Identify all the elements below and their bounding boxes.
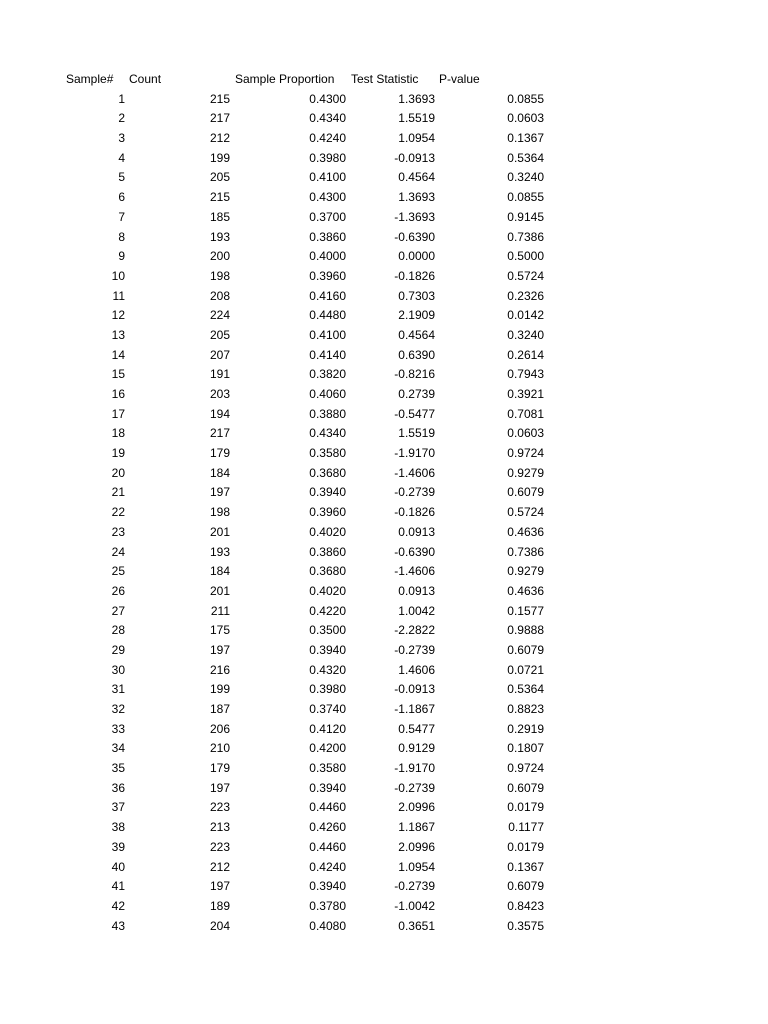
- cell-p-value[interactable]: 0.1177: [508, 820, 544, 835]
- table-row: [0, 424, 768, 444]
- table-row: [0, 247, 768, 267]
- cell-sample-proportion[interactable]: 0.3880: [309, 406, 346, 421]
- cell-p-value[interactable]: 0.0142: [507, 308, 544, 323]
- cell-sample-proportion[interactable]: 0.3580: [309, 446, 346, 461]
- cell-test-statistic[interactable]: 0.4564: [398, 327, 435, 342]
- cell-count[interactable]: 205: [209, 170, 230, 185]
- cell-sample[interactable]: 27: [111, 603, 125, 618]
- table-row: [0, 779, 768, 799]
- cell-test-statistic[interactable]: 0.0913: [398, 524, 435, 539]
- cell-sample[interactable]: 28: [111, 623, 125, 638]
- cell-p-value[interactable]: 0.7386: [507, 544, 544, 559]
- cell-sample[interactable]: 10: [111, 268, 125, 283]
- cell-p-value[interactable]: 0.3240: [507, 170, 544, 185]
- cell-test-statistic[interactable]: 1.3693: [398, 190, 435, 205]
- cell-count[interactable]: 200: [209, 249, 230, 264]
- cell-count[interactable]: 216: [209, 662, 230, 677]
- cell-count[interactable]: 213: [209, 820, 230, 835]
- cell-sample-proportion[interactable]: 0.3940: [309, 642, 346, 657]
- cell-count[interactable]: 224: [209, 308, 230, 323]
- cell-count[interactable]: 217: [209, 111, 230, 126]
- cell-test-statistic[interactable]: -0.2739: [394, 642, 435, 657]
- table-row: [0, 759, 768, 779]
- cell-p-value[interactable]: 0.9888: [507, 623, 544, 638]
- cell-sample-proportion[interactable]: 0.3580: [309, 761, 346, 776]
- table-row: [0, 405, 768, 425]
- table-row: [0, 818, 768, 838]
- cell-test-statistic[interactable]: -0.2739: [394, 485, 435, 500]
- cell-sample[interactable]: 40: [111, 859, 125, 874]
- cell-sample[interactable]: 1: [118, 91, 125, 106]
- table-row: [0, 503, 768, 523]
- cell-sample[interactable]: 16: [111, 387, 125, 401]
- cell-test-statistic[interactable]: -0.1826: [394, 505, 435, 520]
- table-row: [0, 287, 768, 307]
- cell-sample-proportion[interactable]: 0.3960: [309, 268, 346, 283]
- cell-test-statistic[interactable]: 0.2739: [398, 387, 435, 401]
- cell-count[interactable]: 207: [209, 347, 230, 362]
- table-row: [0, 385, 768, 405]
- cell-test-statistic[interactable]: 2.1909: [398, 308, 435, 323]
- cell-count[interactable]: 184: [209, 465, 230, 480]
- cell-sample-proportion[interactable]: 0.3740: [309, 702, 346, 716]
- cell-test-statistic[interactable]: 0.0000: [398, 249, 435, 264]
- cell-p-value[interactable]: 0.0179: [507, 839, 544, 854]
- cell-count[interactable]: 199: [209, 682, 230, 697]
- cell-p-value[interactable]: 0.5724: [507, 505, 544, 520]
- cell-p-value[interactable]: 0.6079: [507, 642, 544, 657]
- cell-p-value[interactable]: 0.5000: [507, 249, 544, 264]
- cell-sample-proportion[interactable]: 0.4120: [309, 721, 346, 736]
- cell-sample[interactable]: 12: [111, 308, 125, 323]
- cell-p-value[interactable]: 0.8823: [507, 702, 544, 716]
- spreadsheet-table: [0, 70, 768, 936]
- cell-sample[interactable]: 20: [111, 465, 125, 480]
- table-row: [0, 641, 768, 661]
- cell-count[interactable]: 193: [209, 229, 230, 244]
- cell-sample-proportion[interactable]: 0.4480: [309, 308, 346, 323]
- cell-sample[interactable]: 43: [111, 918, 125, 933]
- cell-sample[interactable]: 15: [111, 367, 125, 382]
- cell-p-value[interactable]: 0.5364: [507, 150, 544, 165]
- cell-sample[interactable]: 19: [111, 446, 125, 461]
- cell-p-value[interactable]: 0.9279: [507, 465, 544, 480]
- cell-sample-proportion[interactable]: 0.4460: [309, 800, 346, 815]
- cell-sample-proportion[interactable]: 0.3680: [309, 564, 346, 579]
- cell-sample-proportion[interactable]: 0.3960: [309, 505, 346, 520]
- cell-sample-proportion[interactable]: 0.4460: [309, 839, 346, 854]
- cell-count[interactable]: 187: [209, 702, 230, 716]
- table-row: [0, 129, 768, 149]
- cell-sample[interactable]: 22: [111, 505, 125, 520]
- cell-count[interactable]: 197: [209, 642, 230, 657]
- cell-test-statistic[interactable]: 1.5519: [398, 426, 435, 441]
- cell-p-value[interactable]: 0.2919: [507, 721, 544, 736]
- header-count[interactable]: Count: [129, 72, 162, 86]
- cell-test-statistic[interactable]: -0.0913: [394, 150, 435, 165]
- table-row: [0, 90, 768, 110]
- cell-test-statistic[interactable]: 0.7303: [398, 288, 435, 303]
- cell-count[interactable]: 215: [209, 91, 230, 106]
- cell-sample-proportion[interactable]: 0.4020: [309, 524, 346, 539]
- cell-count[interactable]: 215: [209, 190, 230, 205]
- cell-sample-proportion[interactable]: 0.4160: [309, 288, 346, 303]
- cell-p-value[interactable]: 0.9145: [507, 209, 544, 224]
- table-row: [0, 562, 768, 582]
- cell-sample[interactable]: 30: [111, 662, 125, 677]
- cell-test-statistic[interactable]: 1.3693: [398, 91, 435, 106]
- cell-sample-proportion[interactable]: 0.4260: [309, 820, 346, 835]
- cell-p-value[interactable]: 0.6079: [507, 485, 544, 500]
- cell-sample-proportion[interactable]: 0.4320: [309, 662, 346, 677]
- cell-sample-proportion[interactable]: 0.4340: [309, 111, 346, 126]
- cell-p-value[interactable]: 0.1367: [507, 859, 544, 874]
- table-row: [0, 917, 768, 937]
- cell-count[interactable]: 208: [209, 288, 230, 303]
- cell-sample[interactable]: 39: [111, 839, 125, 854]
- cell-test-statistic[interactable]: -0.5477: [394, 406, 435, 421]
- cell-count[interactable]: 223: [209, 839, 230, 854]
- header-sample[interactable]: Sample#: [66, 72, 114, 86]
- cell-test-statistic[interactable]: 1.0042: [398, 603, 435, 618]
- table-row: [0, 798, 768, 818]
- header-p-value[interactable]: P-value: [439, 72, 480, 86]
- cell-count[interactable]: 191: [209, 367, 230, 382]
- cell-test-statistic[interactable]: -0.6390: [394, 544, 435, 559]
- cell-count[interactable]: 203: [209, 387, 230, 401]
- cell-sample[interactable]: 18: [111, 426, 125, 441]
- table-row: [0, 621, 768, 641]
- cell-test-statistic[interactable]: 1.0954: [398, 131, 435, 146]
- cell-test-statistic[interactable]: -1.9170: [394, 446, 435, 461]
- cell-test-statistic[interactable]: -0.8216: [394, 367, 435, 382]
- cell-sample-proportion[interactable]: 0.4220: [309, 603, 346, 618]
- cell-sample-proportion[interactable]: 0.3940: [309, 485, 346, 500]
- cell-sample[interactable]: 29: [111, 642, 125, 657]
- table-row: [0, 188, 768, 208]
- cell-count[interactable]: 198: [209, 505, 230, 520]
- cell-count[interactable]: 217: [209, 426, 230, 441]
- cell-sample-proportion[interactable]: 0.3860: [309, 544, 346, 559]
- cell-sample[interactable]: 37: [111, 800, 125, 815]
- table-row: [0, 444, 768, 464]
- table-row: [0, 326, 768, 346]
- cell-p-value[interactable]: 0.4636: [507, 524, 544, 539]
- cell-count[interactable]: 185: [209, 209, 230, 224]
- table-row: [0, 168, 768, 188]
- cell-count[interactable]: 199: [209, 150, 230, 165]
- cell-test-statistic[interactable]: 1.4606: [398, 662, 435, 677]
- cell-test-statistic[interactable]: 0.3651: [398, 918, 435, 933]
- cell-sample-proportion[interactable]: 0.4200: [309, 741, 346, 756]
- table-row: [0, 228, 768, 248]
- cell-sample-proportion[interactable]: 0.4020: [309, 583, 346, 598]
- cell-sample[interactable]: 9: [118, 249, 125, 264]
- cell-test-statistic[interactable]: 1.0954: [398, 859, 435, 874]
- cell-count[interactable]: 204: [209, 918, 230, 933]
- table-row: [0, 149, 768, 169]
- cell-test-statistic[interactable]: 2.0996: [398, 839, 435, 854]
- cell-sample-proportion[interactable]: 0.3680: [309, 465, 346, 480]
- cell-sample-proportion[interactable]: 0.3780: [309, 898, 346, 913]
- cell-p-value[interactable]: 0.0855: [507, 91, 544, 106]
- table-row: [0, 739, 768, 759]
- cell-p-value[interactable]: 0.7943: [507, 367, 544, 382]
- cell-p-value[interactable]: 0.9724: [507, 761, 544, 776]
- cell-p-value[interactable]: 0.3575: [507, 918, 544, 933]
- cell-count[interactable]: 193: [209, 544, 230, 559]
- cell-test-statistic[interactable]: 0.9129: [398, 741, 435, 756]
- cell-sample[interactable]: 42: [111, 898, 125, 913]
- cell-sample[interactable]: 6: [118, 190, 125, 205]
- cell-test-statistic[interactable]: 0.5477: [398, 721, 435, 736]
- table-row: [0, 680, 768, 700]
- cell-p-value[interactable]: 0.1367: [507, 131, 544, 146]
- cell-count[interactable]: 212: [209, 859, 230, 874]
- table-row: [0, 306, 768, 326]
- cell-test-statistic[interactable]: -1.9170: [394, 761, 435, 776]
- cell-count[interactable]: 212: [209, 131, 230, 146]
- cell-count[interactable]: 175: [209, 623, 230, 638]
- cell-test-statistic[interactable]: -1.0042: [394, 898, 435, 913]
- cell-sample-proportion[interactable]: 0.3940: [309, 879, 346, 894]
- cell-sample[interactable]: 31: [111, 682, 125, 697]
- cell-test-statistic[interactable]: -0.1826: [394, 268, 435, 283]
- cell-test-statistic[interactable]: 0.6390: [398, 347, 435, 362]
- cell-sample-proportion[interactable]: 0.4080: [309, 918, 346, 933]
- cell-count[interactable]: 189: [209, 898, 230, 913]
- cell-p-value[interactable]: 0.0603: [507, 111, 544, 126]
- cell-count[interactable]: 197: [209, 780, 230, 795]
- cell-count[interactable]: 211: [210, 603, 230, 618]
- cell-test-statistic[interactable]: -2.2822: [394, 623, 435, 638]
- cell-count[interactable]: 201: [209, 583, 230, 598]
- cell-sample[interactable]: 36: [111, 780, 125, 795]
- cell-p-value[interactable]: 0.5364: [507, 682, 544, 697]
- table-row: [0, 897, 768, 917]
- table-row: [0, 109, 768, 129]
- cell-p-value[interactable]: 0.3921: [507, 387, 544, 401]
- table-row: [0, 877, 768, 897]
- cell-count[interactable]: 205: [209, 327, 230, 342]
- cell-p-value[interactable]: 0.0855: [507, 190, 544, 205]
- cell-sample-proportion[interactable]: 0.4060: [309, 387, 346, 401]
- cell-sample[interactable]: 24: [111, 544, 125, 559]
- cell-p-value[interactable]: 0.2614: [507, 347, 544, 362]
- cell-test-statistic[interactable]: 1.1867: [398, 820, 435, 835]
- cell-sample-proportion[interactable]: 0.4340: [309, 426, 346, 441]
- cell-count[interactable]: 184: [209, 564, 230, 579]
- cell-sample-proportion[interactable]: 0.3860: [309, 229, 346, 244]
- cell-sample-proportion[interactable]: 0.3820: [309, 367, 346, 382]
- cell-sample[interactable]: 8: [118, 229, 125, 244]
- cell-sample[interactable]: 5: [118, 170, 125, 185]
- cell-sample-proportion[interactable]: 0.4100: [309, 327, 346, 342]
- table-row: [0, 858, 768, 878]
- cell-test-statistic[interactable]: 0.0913: [398, 583, 435, 598]
- header-test-statistic[interactable]: Test Statistic: [351, 72, 419, 86]
- table-row: [0, 523, 768, 543]
- cell-sample[interactable]: 21: [111, 485, 125, 500]
- cell-p-value[interactable]: 0.1807: [507, 741, 544, 756]
- cell-p-value[interactable]: 0.9279: [507, 564, 544, 579]
- cell-test-statistic[interactable]: 2.0996: [398, 800, 435, 815]
- cell-p-value[interactable]: 0.4636: [507, 583, 544, 598]
- cell-sample[interactable]: 38: [111, 820, 125, 835]
- cell-sample[interactable]: 3: [118, 131, 125, 146]
- table-row: [0, 543, 768, 563]
- cell-test-statistic[interactable]: -1.3693: [394, 209, 435, 224]
- table-row: [0, 700, 768, 720]
- cell-sample-proportion[interactable]: 0.4300: [309, 190, 346, 205]
- cell-p-value[interactable]: 0.1577: [507, 603, 544, 618]
- cell-sample[interactable]: 14: [111, 347, 125, 362]
- cell-sample-proportion[interactable]: 0.3700: [309, 209, 346, 224]
- cell-count[interactable]: 179: [209, 446, 230, 461]
- table-row: [0, 661, 768, 681]
- cell-p-value[interactable]: 0.7386: [507, 229, 544, 244]
- table-row: [0, 602, 768, 622]
- cell-sample[interactable]: 26: [111, 583, 125, 598]
- table-row: [0, 464, 768, 484]
- cell-test-statistic[interactable]: 1.5519: [398, 111, 435, 126]
- table-row: [0, 483, 768, 503]
- cell-p-value[interactable]: 0.8423: [507, 898, 544, 913]
- cell-p-value[interactable]: 0.0721: [507, 662, 544, 677]
- cell-sample[interactable]: 11: [112, 288, 125, 303]
- cell-sample[interactable]: 25: [111, 564, 125, 579]
- cell-test-statistic[interactable]: -0.2739: [394, 879, 435, 894]
- cell-test-statistic[interactable]: -0.2739: [394, 780, 435, 795]
- table-row: [0, 838, 768, 858]
- cell-count[interactable]: 201: [209, 524, 230, 539]
- cell-count[interactable]: 210: [209, 741, 230, 756]
- table-body: [0, 90, 768, 937]
- header-sample-proportion[interactable]: Sample Proportion: [235, 72, 335, 86]
- cell-p-value[interactable]: 0.2326: [507, 288, 544, 303]
- cell-p-value[interactable]: 0.6079: [507, 879, 544, 894]
- cell-test-statistic[interactable]: -0.6390: [394, 229, 435, 244]
- cell-test-statistic[interactable]: -1.1867: [394, 702, 435, 716]
- cell-test-statistic[interactable]: -1.4606: [394, 564, 435, 579]
- cell-sample[interactable]: 34: [111, 741, 125, 756]
- cell-sample[interactable]: 7: [118, 209, 125, 224]
- cell-sample-proportion[interactable]: 0.3980: [309, 682, 346, 697]
- cell-count[interactable]: 198: [209, 268, 230, 283]
- cell-sample-proportion[interactable]: 0.4300: [309, 91, 346, 106]
- cell-count[interactable]: 223: [209, 800, 230, 815]
- cell-p-value[interactable]: 0.9724: [507, 446, 544, 461]
- table-row: [0, 365, 768, 385]
- cell-sample[interactable]: 32: [111, 702, 125, 716]
- table-row: [0, 582, 768, 602]
- cell-p-value[interactable]: 0.5724: [507, 268, 544, 283]
- cell-sample[interactable]: 33: [111, 721, 125, 736]
- cell-sample-proportion[interactable]: 0.4100: [309, 170, 346, 185]
- cell-sample[interactable]: 2: [118, 111, 125, 126]
- cell-sample-proportion[interactable]: 0.3980: [309, 150, 346, 165]
- cell-p-value[interactable]: 0.6079: [507, 780, 544, 795]
- cell-sample-proportion[interactable]: 0.3940: [309, 780, 346, 795]
- cell-p-value[interactable]: 0.0179: [507, 800, 544, 815]
- table-row: [0, 720, 768, 740]
- cell-test-statistic[interactable]: -0.0913: [394, 682, 435, 697]
- table-row: [0, 346, 768, 366]
- cell-count[interactable]: 206: [209, 721, 230, 736]
- cell-p-value[interactable]: 0.7081: [507, 406, 544, 421]
- cell-sample-proportion[interactable]: 0.4240: [309, 859, 346, 874]
- cell-sample[interactable]: 41: [111, 879, 125, 894]
- cell-test-statistic[interactable]: 0.4564: [398, 170, 435, 185]
- cell-sample[interactable]: 13: [111, 327, 125, 342]
- cell-count[interactable]: 197: [209, 879, 230, 894]
- cell-p-value[interactable]: 0.0603: [507, 426, 544, 441]
- table-row: [0, 208, 768, 228]
- cell-sample-proportion[interactable]: 0.3500: [309, 623, 346, 638]
- cell-count[interactable]: 194: [209, 406, 230, 421]
- cell-p-value[interactable]: 0.3240: [507, 327, 544, 342]
- cell-count[interactable]: 197: [209, 485, 230, 500]
- table-row: [0, 267, 768, 287]
- cell-test-statistic[interactable]: -1.4606: [394, 465, 435, 480]
- cell-sample-proportion[interactable]: 0.4000: [309, 249, 346, 264]
- cell-sample[interactable]: 17: [111, 406, 125, 421]
- cell-sample-proportion[interactable]: 0.4240: [309, 131, 346, 146]
- header-row: [0, 70, 768, 90]
- cell-sample[interactable]: 35: [111, 761, 125, 776]
- cell-count[interactable]: 179: [209, 761, 230, 776]
- cell-sample-proportion[interactable]: 0.4140: [309, 347, 346, 362]
- cell-sample[interactable]: 23: [111, 524, 125, 539]
- cell-sample[interactable]: 4: [118, 150, 125, 165]
